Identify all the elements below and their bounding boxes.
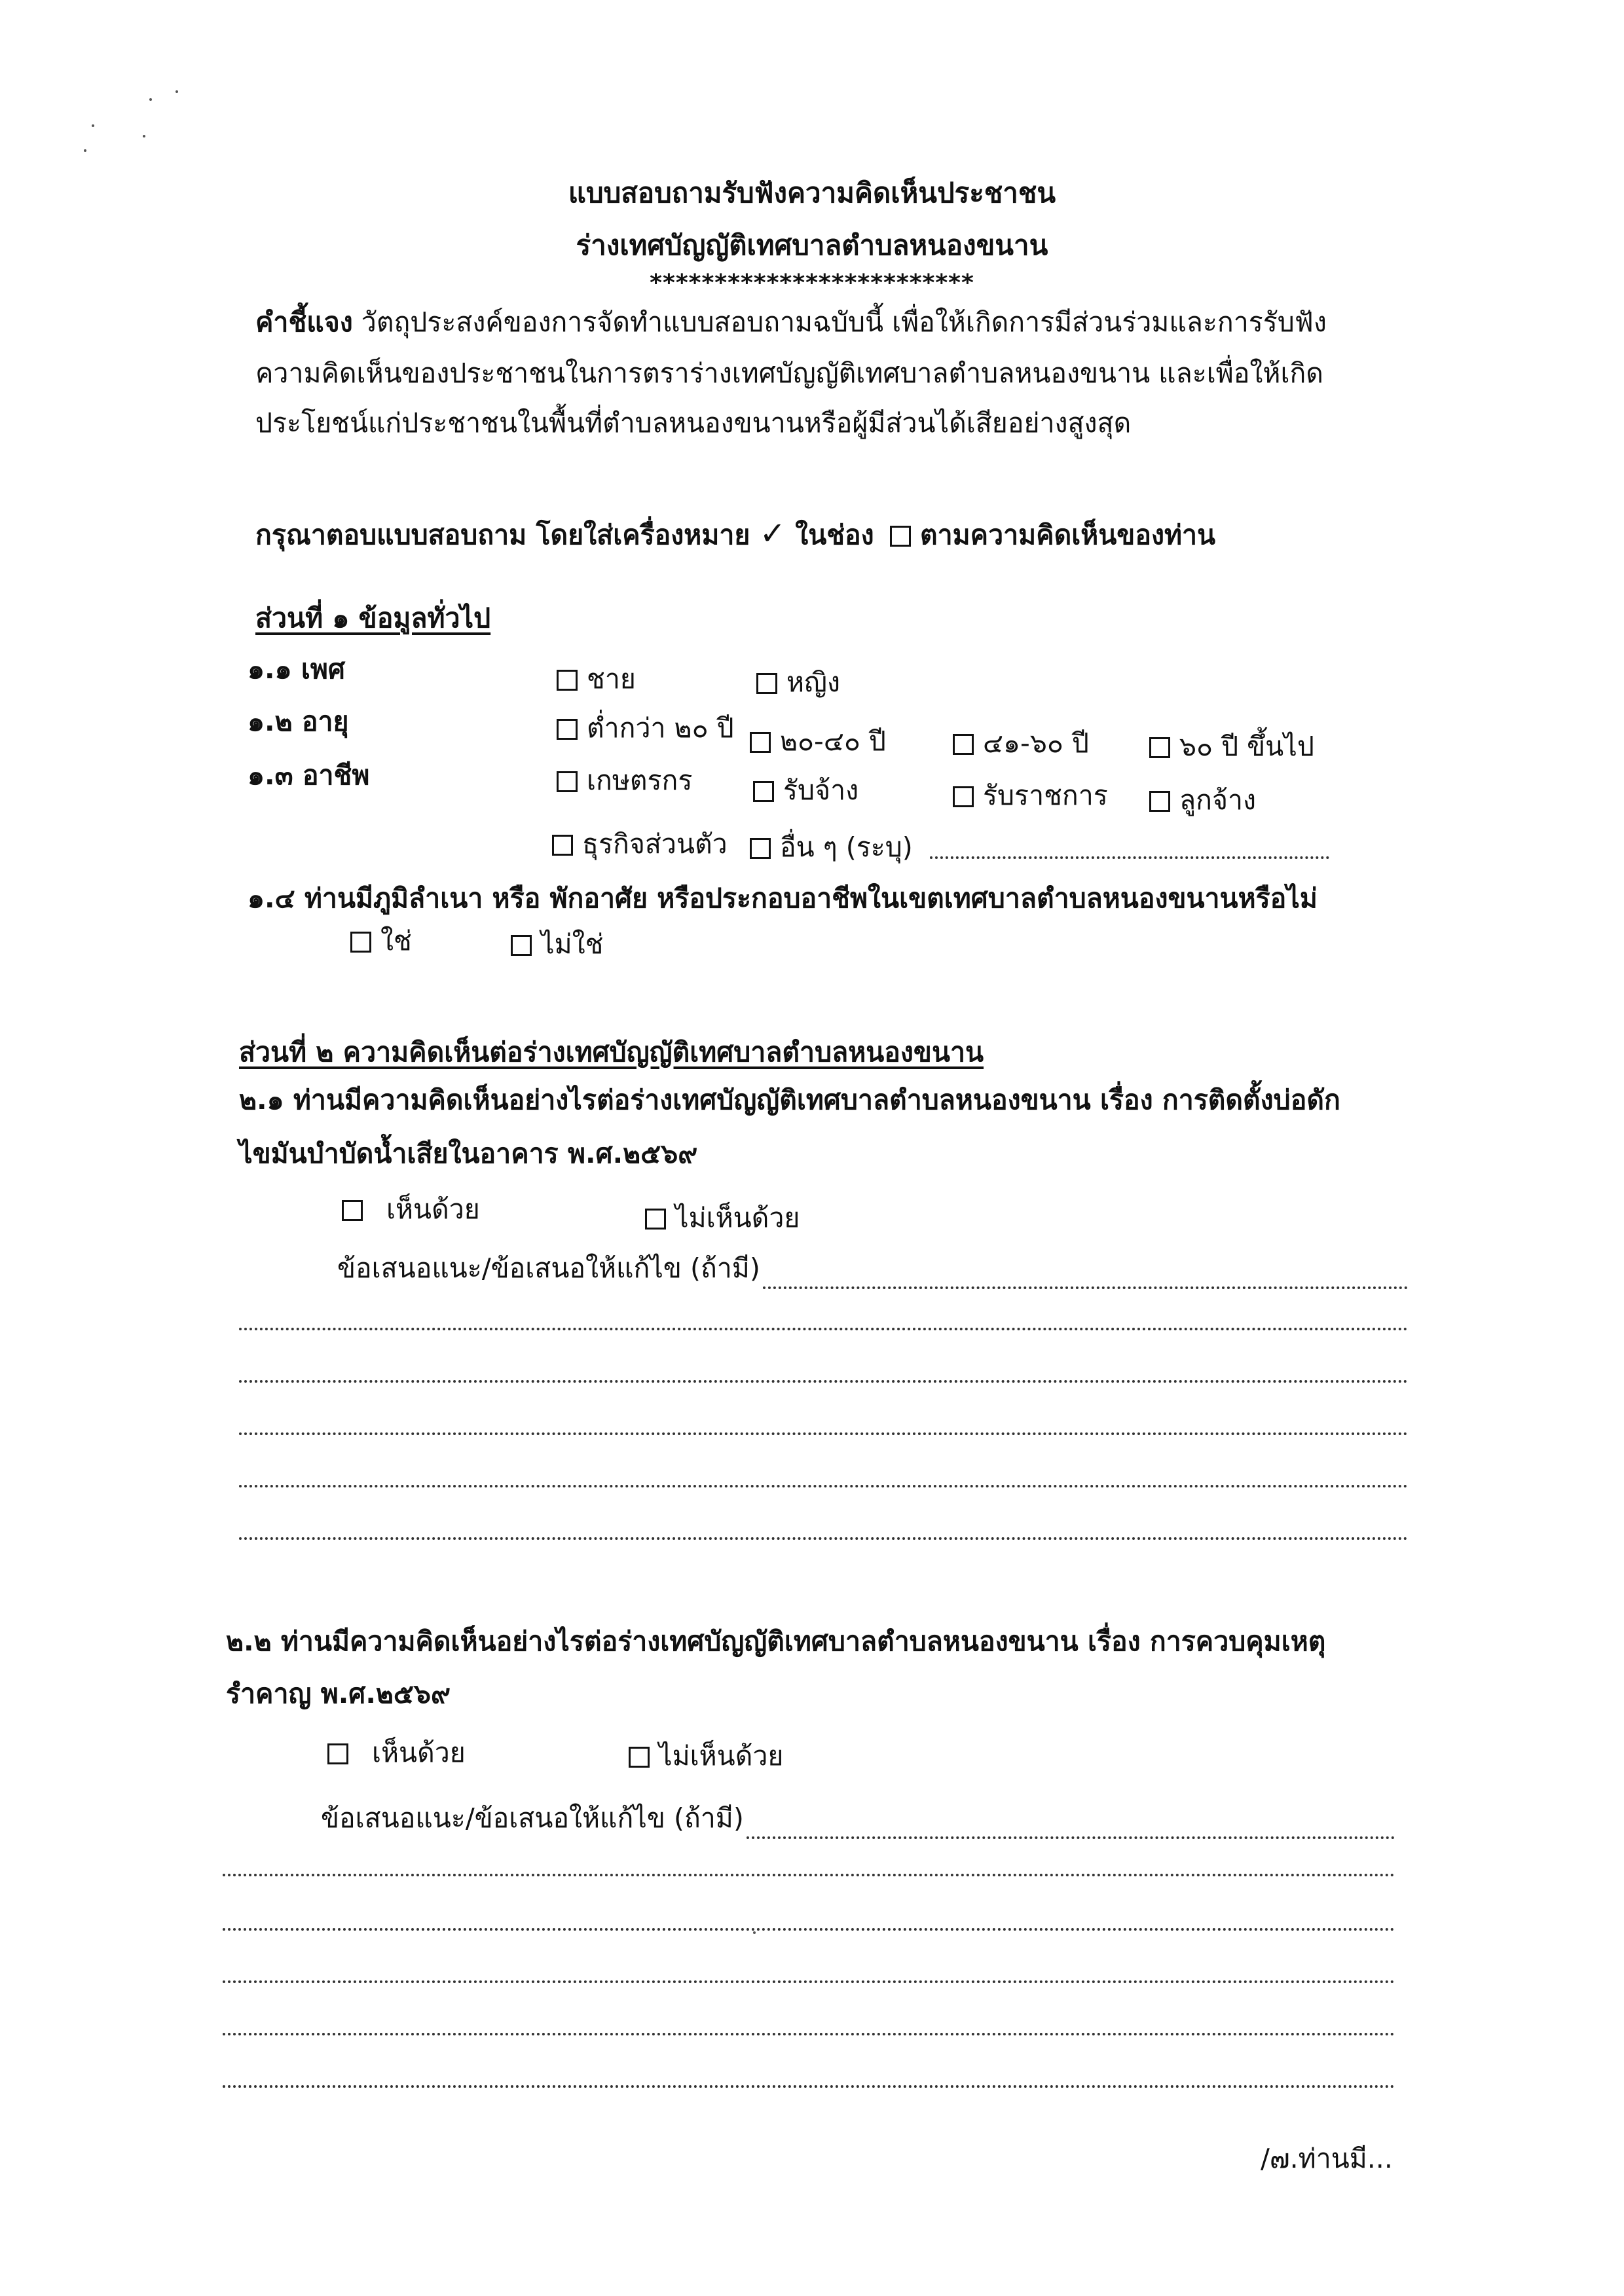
checkbox[interactable]: [350, 932, 371, 953]
checkbox[interactable]: [511, 935, 532, 956]
checkbox[interactable]: [953, 786, 974, 807]
guide-text-1: กรุณาตอบแบบสอบถาม โดยใส่เครื่องหมาย: [255, 519, 750, 551]
scan-speck: [84, 149, 86, 152]
occupation-option-hired[interactable]: รับจ้าง: [753, 769, 858, 812]
q1-line1: ๒.๑ ท่านมีความคิดเห็นอย่างไรต่อร่างเทศบัญญัติเทศบาลตำบลหนองขนาน เรื่อง การติดตั้งบ่อดัก: [239, 1084, 1340, 1116]
checkbox[interactable]: [342, 1200, 363, 1221]
residence-option-no[interactable]: ไม่ใช่: [511, 923, 604, 966]
occupation-option-employee[interactable]: ลูกจ้าง: [1149, 779, 1256, 822]
q1-answer-line[interactable]: [239, 1432, 1408, 1435]
section1-heading: ส่วนที่ ๑ ข้อมูลทั่วไป: [255, 602, 491, 634]
form-title: แบบสอบถามรับฟังความคิดเห็นประชาชน: [568, 177, 1056, 209]
occupation-label: ๑.๓ อาชีพ: [248, 759, 370, 791]
q2-answer-line[interactable]: [223, 2033, 1395, 2035]
gender-label: ๑.๑ เพศ: [248, 653, 345, 685]
residence-option-yes[interactable]: ใช่: [350, 920, 412, 962]
gender-option-female[interactable]: หญิง: [756, 661, 840, 704]
checkbox[interactable]: [756, 673, 777, 694]
instructions-line2: ความคิดเห็นของประชาชนในการตราร่างเทศบัญญัติเทศบาลตำบลหนองขนาน และเพื่อให้เกิด: [255, 357, 1323, 389]
q1-option-disagree[interactable]: ไม่เห็นด้วย: [645, 1197, 800, 1239]
checkbox[interactable]: [750, 838, 771, 859]
q1-answer-line[interactable]: [239, 1380, 1408, 1383]
q1-line2: ไขมันบำบัดน้ำเสียในอาคาร พ.ศ.๒๕๖๙: [239, 1138, 698, 1169]
q1-answer-line[interactable]: [239, 1328, 1408, 1330]
q1-option-agree[interactable]: เห็นด้วย: [342, 1188, 480, 1231]
q2-line1: ๒.๒ ท่านมีความคิดเห็นอย่างไรต่อร่างเทศบัญญัติเทศบาลตำบลหนองขนาน เรื่อง การควบคุมเหตุ: [226, 1626, 1326, 1657]
occupation-option-other[interactable]: อื่น ๆ (ระบุ): [750, 826, 913, 869]
age-option-41-60[interactable]: ๔๑-๖๐ ปี: [953, 722, 1089, 765]
checkbox[interactable]: [645, 1209, 666, 1230]
q2-suggestion-input-line[interactable]: [747, 1836, 1395, 1839]
residence-question: ๑.๔ ท่านมีภูมิลำเนา หรือ พักอาศัย หรือประกอบอาชีพในเขตเทศบาลตำบลหนองขนานหรือไม่: [248, 883, 1318, 914]
checkbox[interactable]: [753, 781, 774, 802]
checkbox[interactable]: [552, 835, 573, 856]
scan-speck: [92, 124, 94, 127]
checkbox[interactable]: [557, 719, 578, 740]
guide-text-2: ในช่อง: [795, 519, 874, 551]
q2-option-disagree[interactable]: ไม่เห็นด้วย: [629, 1735, 783, 1777]
occupation-other-input-line[interactable]: [930, 856, 1329, 859]
q1-answer-line[interactable]: [239, 1485, 1408, 1487]
q2-option-agree[interactable]: เห็นด้วย: [327, 1732, 466, 1774]
age-label: ๑.๒ อายุ: [248, 706, 349, 737]
instructions-text: วัตถุประสงค์ของการจัดทำแบบสอบถามฉบับนี้ เพื่อให้เกิดการมีส่วนร่วมและการรับฟัง: [361, 306, 1327, 338]
answer-guide: [255, 514, 1215, 556]
occupation-option-business[interactable]: ธุรกิจส่วนตัว: [552, 823, 728, 866]
occupation-option-farmer[interactable]: เกษตรกร: [557, 759, 692, 802]
q2-line2: รำคาญ พ.ศ.๒๕๖๙: [226, 1678, 451, 1709]
form-subtitle: ร่างเทศบัญญัติเทศบาลตำบลหนองขนาน: [576, 229, 1048, 261]
checkmark-icon: ✓: [759, 515, 786, 552]
scan-speck: [143, 135, 145, 137]
instructions-line1: [255, 301, 1327, 344]
next-page-continuation: /๗.ท่านมี...: [1261, 2143, 1393, 2174]
q2-answer-line[interactable]: [223, 1928, 1395, 1931]
checkbox[interactable]: [953, 734, 974, 755]
checkbox-icon: [890, 526, 911, 547]
occupation-option-government[interactable]: รับราชการ: [953, 774, 1108, 817]
q2-answer-line[interactable]: [223, 2085, 1395, 2088]
checkbox[interactable]: [629, 1747, 650, 1768]
checkbox[interactable]: [1149, 737, 1170, 758]
checkbox[interactable]: [1149, 791, 1170, 812]
age-option-20-40[interactable]: ๒๐-๔๐ ปี: [750, 720, 886, 763]
instructions-line3: ประโยชน์แก่ประชาชนในพื้นที่ตำบลหนองขนานหรือผู้มีส่วนได้เสียอย่างสูงสุด: [255, 407, 1132, 439]
title-divider-stars: *************************: [650, 270, 974, 297]
scan-speck: [175, 90, 178, 93]
age-option-over60[interactable]: ๖๐ ปี ขึ้นไป: [1149, 725, 1314, 768]
guide-text-3: ตามความคิดเห็นของท่าน: [920, 519, 1216, 551]
scan-speck: [149, 98, 152, 101]
checkbox[interactable]: [557, 771, 578, 792]
checkbox[interactable]: [327, 1743, 348, 1764]
q2-suggestion-label: ข้อเสนอแนะ/ข้อเสนอให้แก้ไข (ถ้ามี): [321, 1802, 744, 1834]
q1-suggestion-label: ข้อเสนอแนะ/ข้อเสนอให้แก้ไข (ถ้ามี): [337, 1252, 760, 1284]
q1-suggestion-input-line[interactable]: [763, 1286, 1408, 1289]
q2-answer-line[interactable]: [223, 1980, 1395, 1983]
gender-option-male[interactable]: ชาย: [557, 658, 636, 701]
q1-answer-line[interactable]: [239, 1537, 1408, 1540]
section2-heading: ส่วนที่ ๒ ความคิดเห็นต่อร่างเทศบัญญัติเทศบาลตำบลหนองขนาน: [239, 1036, 984, 1068]
q2-answer-line[interactable]: [223, 1874, 1395, 1876]
checkbox[interactable]: [557, 670, 578, 691]
scan-speck: [753, 1931, 756, 1934]
instructions-label: คำชี้แจง: [255, 306, 353, 338]
checkbox[interactable]: [750, 732, 771, 753]
age-option-under20[interactable]: ต่ำกว่า ๒๐ ปี: [557, 707, 734, 750]
